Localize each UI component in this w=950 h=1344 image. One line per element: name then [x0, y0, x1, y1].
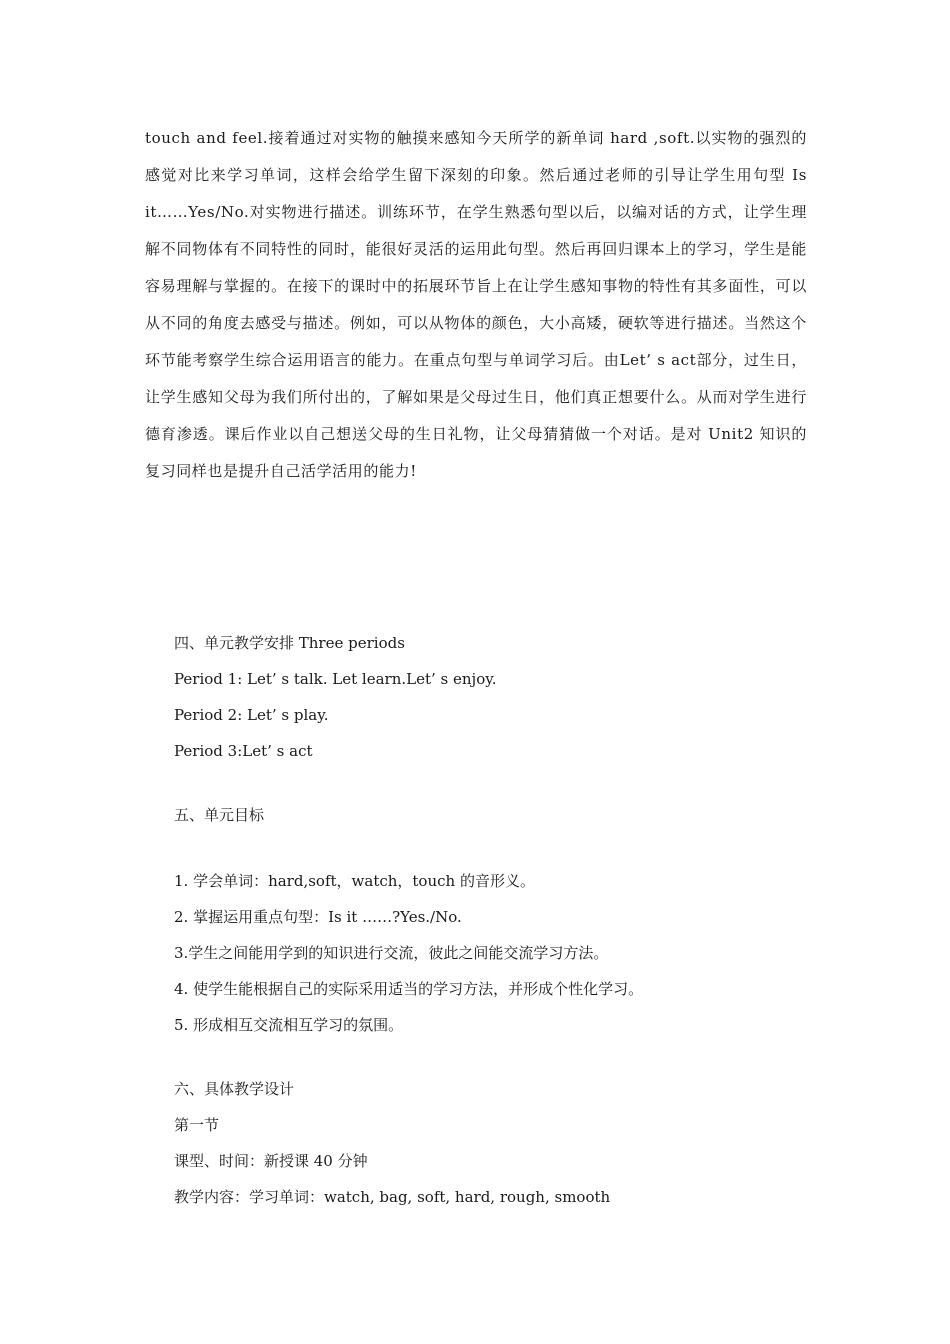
section5-heading: 五、单元目标 — [174, 806, 265, 824]
period-1: Period 1: Let’ s talk. Let learn.Let’ s enjoy. — [174, 670, 497, 688]
section6-heading: 六、具体教学设计 — [174, 1080, 295, 1098]
goal-2: 2. 掌握运用重点句型：Is it ……?Yes./No. — [174, 908, 462, 926]
goal-3: 3.学生之间能用学到的知识进行交流，彼此之间能交流学习方法。 — [174, 944, 609, 962]
lesson-type-time: 课型、时间：新授课 40 分钟 — [174, 1152, 368, 1170]
goal-1: 1. 学会单词：hard,soft，watch，touch 的音形义。 — [174, 872, 535, 890]
goal-4: 4. 使学生能根据自己的实际采用适当的学习方法，并形成个性化学习。 — [174, 980, 644, 998]
period-3: Period 3:Let’ s act — [174, 742, 313, 760]
section4-heading: 四、单元教学安排 Three periods — [174, 634, 405, 652]
period-2: Period 2: Let’ s play. — [174, 706, 329, 724]
intro-paragraph: touch and feel.接着通过对实物的触摸来感知今天所学的新单词 hard ,soft.以实物的强烈的感觉对比来学习单词，这样会给学生留下深刻的印象。然后通过老师的引导让学生用句型 Is it……Yes/No.对实物进行描述。训练环节，在学生熟悉句型以后，以编对话的方式，让学生理解不同物体有不同特性的同时，能很好灵活的运用此句型。然后再回归课本上的学习，学生是能容易理解与掌握的。在接下的课时中的拓展环节旨上在让学生感知事物的特性有其多面性，可以从不同的角度去感受与描述。例如，可以从物体的颜色，大小高矮，硬软等进行描述。当然这个环节能考察学生综合运用语言的能力。在重点句型与单词学习后。由Let’ s act部分，过生日，让学生感知父母为我们所付出的，了解如果是父母过生日，他们真正想要什么。从而对学生进行德育渗透。课后作业以自己想送父母的生日礼物，让父母猜猜做一个对话。是对 Unit2 知识的复习同样也是提升自己活学活用的能力! — [145, 129, 807, 480]
lesson-label: 第一节 — [174, 1116, 220, 1134]
goal-5: 5. 形成相互交流相互学习的氛围。 — [174, 1016, 404, 1034]
lesson-content: 教学内容：学习单词：watch, bag, soft, hard, rough, smooth — [174, 1188, 611, 1206]
